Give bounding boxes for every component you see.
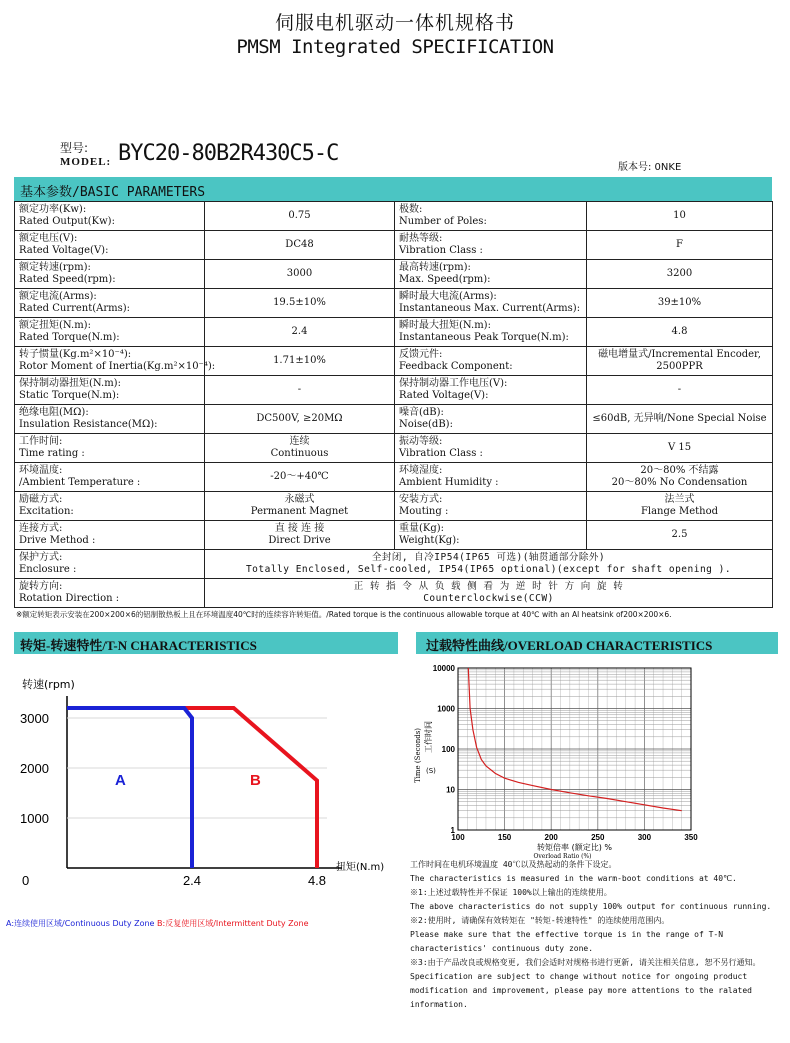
tn-y-tick-label: 1000	[20, 811, 49, 826]
param-value: 永磁式	[284, 494, 315, 505]
ol-x-tick-label: 300	[637, 833, 652, 842]
model-label-en: MODEL:	[60, 156, 112, 168]
param-label-en: Rotor Moment of Inertia(Kg.m²×10⁻⁴):	[19, 361, 216, 372]
overload-characteristics-header	[416, 632, 778, 654]
param-value-cell	[587, 463, 773, 492]
param-value-cell	[205, 434, 395, 463]
param-value: 法兰式	[664, 494, 695, 505]
param-value-cell	[587, 260, 773, 289]
param-label-en: Instantaneous Max. Current(Arms):	[399, 303, 581, 314]
tn-characteristics-title: 转矩-转速特性/T-N CHARACTERISTICS	[20, 638, 257, 653]
param-value-cell	[587, 202, 773, 231]
notes-section	[410, 858, 778, 1012]
param-label-cn: 瞬时最大电流(Arms):	[399, 291, 497, 302]
model-value: BYC20-80B2R430C5-C	[118, 141, 339, 166]
note-line: Please make sure that the effective torque is in the range of T-N characteristics' continuous duty zone.	[410, 930, 724, 953]
param-label-en: Number of Poles:	[399, 216, 487, 227]
param-label-cn: 额定转速(rpm):	[19, 262, 91, 273]
enclosure-value-en: Totally Enclosed, Self-cooled, IP54(IP65 optional)(except for shaft opening ).	[245, 564, 732, 575]
param-label-en: /Ambient Temperature :	[19, 477, 141, 488]
param-row	[15, 318, 773, 347]
param-value: 4.8	[671, 326, 688, 337]
param-label	[15, 463, 205, 492]
param-label-cn: 极数:	[399, 204, 423, 215]
param-value: 1.71±10%	[273, 355, 326, 366]
param-value: 0.75	[288, 210, 311, 221]
param-row	[15, 202, 773, 231]
param-value-cell	[205, 289, 395, 318]
param-label-cn: 重量(Kg):	[399, 523, 445, 534]
param-row	[15, 405, 773, 434]
param-row	[15, 521, 773, 550]
param-label-cn: 保护方式:	[19, 552, 63, 563]
param-label-en: Noise(dB):	[399, 419, 453, 430]
param-label-en: Drive Method :	[19, 535, 96, 546]
param-label-cn: 保持制动器工作电压(V):	[399, 378, 508, 389]
param-label	[15, 521, 205, 550]
param-label-cn: 振动等级:	[399, 436, 443, 447]
param-label-cn: 额定功率(Kw):	[19, 204, 87, 215]
ol-y-axis-label-en: Time (Seconds)	[414, 727, 422, 783]
param-label	[395, 463, 587, 492]
rotation-value	[205, 579, 773, 608]
param-label	[15, 231, 205, 260]
tn-characteristics-header	[14, 632, 398, 654]
param-label-en: Rated Voltage(V):	[399, 390, 489, 401]
param-label	[15, 260, 205, 289]
zone-legend	[6, 918, 309, 929]
ol-x-axis-label: 转矩倍率 (额定比) %	[537, 843, 612, 852]
note-line: 工作时间在电机环境温度 40℃以及热起动的条件下设定。	[410, 860, 617, 869]
param-label	[15, 405, 205, 434]
param-label-cn: 工作时间:	[19, 436, 63, 447]
param-label	[15, 289, 205, 318]
param-value: DC48	[285, 239, 314, 250]
param-value-cell	[587, 492, 773, 521]
param-label	[395, 405, 587, 434]
param-label	[395, 231, 587, 260]
param-value-cell	[205, 492, 395, 521]
param-label	[15, 347, 216, 376]
param-value: 10	[673, 210, 686, 221]
param-row	[15, 231, 773, 260]
zone-b-label: B:反复使用区域/Intermittent Duty Zone	[157, 919, 309, 928]
tn-series-a-line	[67, 708, 192, 868]
param-value-cell	[205, 260, 395, 289]
overload-characteristics-title: 过载特性曲线/OVERLOAD CHARACTERISTICS	[426, 638, 713, 653]
param-label	[395, 376, 587, 405]
param-value-cell	[587, 434, 773, 463]
enclosure-value	[205, 550, 773, 579]
param-row	[15, 434, 773, 463]
param-value: -	[297, 384, 302, 395]
ol-x-tick-label: 100	[451, 833, 465, 842]
param-row	[15, 260, 773, 289]
tn-x-tick-label: 4.8	[307, 873, 327, 888]
param-value-cell	[587, 289, 773, 318]
version-number: 版本号: 0NKE	[618, 162, 682, 173]
param-value: 3200	[666, 268, 693, 279]
ol-x-tick-label: 350	[684, 833, 698, 842]
ol-y-tick-label: 100	[441, 745, 455, 754]
param-value-en: Permanent Magnet	[250, 506, 349, 517]
param-value-cell	[587, 376, 773, 405]
enclosure-value-cn: 全封闭, 自冷IP54(IP65 可选)(轴贯通部分除外)	[371, 552, 606, 563]
param-row	[15, 463, 773, 492]
param-label-cn: 旋转方向:	[19, 581, 63, 592]
ol-y-tick-label: 1000	[437, 704, 455, 714]
param-label-cn: 瞬时最大扭矩(N.m):	[399, 320, 491, 331]
param-label-cn: 保持制动器扭矩(N.m):	[19, 378, 121, 389]
param-label-cn: 额定扭矩(N.m):	[19, 320, 91, 331]
param-label-en: Vibration Class :	[399, 448, 483, 459]
param-value-cell	[587, 521, 773, 550]
param-value-cell	[587, 318, 773, 347]
ol-y-axis-unit: (S)	[426, 767, 436, 775]
tn-characteristics-chart	[10, 660, 390, 900]
param-label-en: Excitation:	[19, 506, 74, 517]
param-value: -	[677, 384, 682, 395]
param-value-cell	[587, 405, 773, 434]
param-label-cn: 耐热等级:	[399, 233, 443, 244]
tn-x-tick-label: 0	[22, 873, 30, 888]
param-label	[395, 318, 587, 347]
ol-x-tick-label: 250	[591, 833, 605, 842]
param-label-cn: 噪音(dB):	[399, 407, 444, 418]
param-label-cn: 转子惯量(Kg.m²×10⁻⁴):	[19, 349, 132, 360]
param-label-cn: 绝缘电阻(MΩ):	[19, 407, 89, 418]
param-value: F	[676, 239, 683, 250]
param-label-en: Feedback Component:	[399, 361, 513, 372]
model-label-cn: 型号:	[60, 141, 89, 155]
param-label-en: Ambient Humidity :	[399, 477, 499, 488]
rotation-row	[15, 579, 773, 608]
param-label	[15, 376, 205, 405]
ol-x-tick-label: 200	[544, 833, 558, 842]
rated-torque-footnote: ※额定转矩表示安装在200×200×6的铝制散热板上且在环境温度40℃时的连续容许转矩值。/Rated torque is the continuous allowable torque at 40℃ with an Al heatsink of200×200×6.	[16, 610, 672, 619]
param-label-en: Vibration Class :	[399, 245, 483, 256]
param-label-en: Rated Output(Kw):	[19, 216, 115, 227]
tn-zone-a-marker: A	[115, 772, 126, 789]
note-line: The characteristics is measured in the warm-boot conditions at 40℃.	[410, 874, 737, 883]
param-value-cell	[205, 318, 395, 347]
param-label-en: Rated Torque(N.m):	[19, 332, 120, 343]
param-label-cn: 额定电压(V):	[19, 233, 78, 244]
param-value: 磁电增量式/Incremental Encoder,	[598, 349, 761, 360]
param-label-en: Static Torque(N.m):	[19, 390, 120, 401]
ol-y-tick-label: 10	[446, 785, 455, 795]
basic-parameters-header	[14, 177, 772, 201]
param-label-cn: 环境温度:	[19, 465, 63, 476]
note-line: ※2:使用时, 请确保有效转矩在 "转矩-转速特性" 的连续使用范围内。	[410, 916, 670, 925]
param-label	[395, 289, 587, 318]
title-chinese: 伺服电机驱动一体机规格书	[274, 12, 515, 34]
param-value-en: Flange Method	[640, 506, 719, 517]
rotation-value-cn: 正 转 指 令 从 负 载 侧 看 为 逆 时 针 方 向 旋 转	[353, 581, 624, 592]
param-label-cn: 励磁方式:	[19, 494, 63, 505]
param-value: 39±10%	[657, 297, 702, 308]
param-value-cell	[205, 347, 395, 376]
param-value-cell	[205, 521, 395, 550]
param-value: 连续	[289, 436, 310, 447]
param-value: 2.4	[291, 326, 308, 337]
param-row	[15, 376, 773, 405]
param-value-en: 20～80% No Condensation	[611, 477, 748, 488]
param-label	[395, 521, 587, 550]
param-value-en: 2500PPR	[656, 361, 703, 372]
param-value: DC500V, ≥20MΩ	[256, 413, 343, 424]
param-value-en: Direct Drive	[268, 535, 331, 546]
param-label-en: Instantaneous Peak Torque(N.m):	[399, 332, 569, 343]
param-value: 20～80% 不结露	[640, 465, 719, 476]
param-label	[15, 434, 205, 463]
param-label-en: Insulation Resistance(MΩ):	[19, 419, 158, 430]
overload-characteristics-chart	[404, 660, 704, 860]
param-label-en: Rated Speed(rpm):	[19, 274, 116, 285]
param-row	[15, 347, 773, 376]
param-value: 直 接 连 接	[274, 523, 325, 534]
param-value: V 15	[667, 442, 692, 453]
param-value-cell	[205, 376, 395, 405]
param-label-en: Rated Voltage(V):	[19, 245, 109, 256]
note-line: ※1:上述过载特性并不保证 100%以上输出的连续使用。	[410, 888, 612, 897]
param-label	[395, 434, 587, 463]
param-label-en: Max. Speed(rpm):	[399, 274, 491, 285]
param-value-cell	[205, 463, 395, 492]
param-row	[15, 492, 773, 521]
param-label-en: Enclosure :	[19, 564, 77, 575]
tn-y-tick-label: 2000	[20, 761, 49, 776]
param-label-cn: 额定电流(Arms):	[19, 291, 97, 302]
param-value-cell	[205, 405, 395, 434]
ol-y-tick-label: 10000	[432, 664, 455, 673]
param-label	[15, 202, 205, 231]
param-value-cell	[587, 231, 773, 260]
ol-x-axis-label-en: Overload Ratio (%)	[533, 853, 592, 860]
param-label	[15, 579, 205, 608]
enclosure-row	[15, 550, 773, 579]
parameters-table	[14, 201, 773, 608]
param-value-cell	[205, 231, 395, 260]
param-value: 2.5	[671, 529, 688, 540]
param-label	[15, 318, 205, 347]
basic-parameters-title: 基本参数/BASIC PARAMETERS	[20, 185, 206, 200]
param-label-en: Mouting :	[399, 506, 449, 517]
param-label	[395, 202, 587, 231]
tn-zone-b-marker: B	[250, 772, 261, 789]
param-value: 19.5±10%	[273, 297, 326, 308]
param-value: 3000	[286, 268, 313, 279]
ol-y-tick-label: 1	[450, 826, 455, 835]
param-value-cell	[205, 202, 395, 231]
note-line: ※3:由于产品改良或规格变更, 我们会适时对规格书进行更新, 请关注相关信息, 恕不另行通知。	[410, 958, 761, 967]
ol-y-axis-label-cn: 工作时间	[424, 721, 433, 753]
tn-y-tick-label: 3000	[20, 711, 49, 726]
zone-a-label: A:连续使用区域/Continuous Duty Zone	[6, 919, 155, 928]
tn-x-tick-label: 2.4	[182, 873, 202, 888]
param-value: ≤60dB, 无异响/None Special Noise	[592, 413, 767, 424]
title-english: PMSM Integrated SPECIFICATION	[236, 36, 554, 58]
param-label-en: Time rating :	[19, 448, 85, 459]
param-label-cn: 环境湿度:	[399, 465, 443, 476]
param-value-cell	[587, 347, 773, 376]
note-line: Specification are subject to change without notice for ongoing product modification and improvement, please pay more attentions to the ralated information.	[410, 972, 752, 1009]
param-label-en: Rotation Direction :	[19, 593, 120, 604]
param-value-en: Continuous	[270, 448, 329, 459]
param-label	[395, 347, 587, 376]
param-row	[15, 289, 773, 318]
tn-y-axis-label: 转速(rpm)	[22, 678, 75, 691]
note-line: The above characteristics do not supply 100% output for continuous running.	[410, 902, 772, 911]
param-value: -20～+40℃	[270, 471, 329, 482]
param-label-cn: 最高转速(rpm):	[399, 262, 471, 273]
param-label	[395, 260, 587, 289]
param-label-en: Rated Current(Arms):	[19, 303, 131, 314]
param-label	[395, 492, 587, 521]
param-label	[15, 550, 205, 579]
rotation-value-en: Counterclockwise(CCW)	[423, 593, 554, 604]
param-label	[15, 492, 205, 521]
tn-x-axis-label: 扭矩(N.m)	[336, 862, 385, 873]
param-label-cn: 反馈元件:	[399, 349, 443, 360]
param-label-cn: 连接方式:	[19, 523, 63, 534]
ol-x-tick-label: 150	[497, 833, 512, 842]
param-label-cn: 安装方式:	[399, 494, 443, 505]
param-label-en: Weight(Kg):	[399, 535, 460, 546]
